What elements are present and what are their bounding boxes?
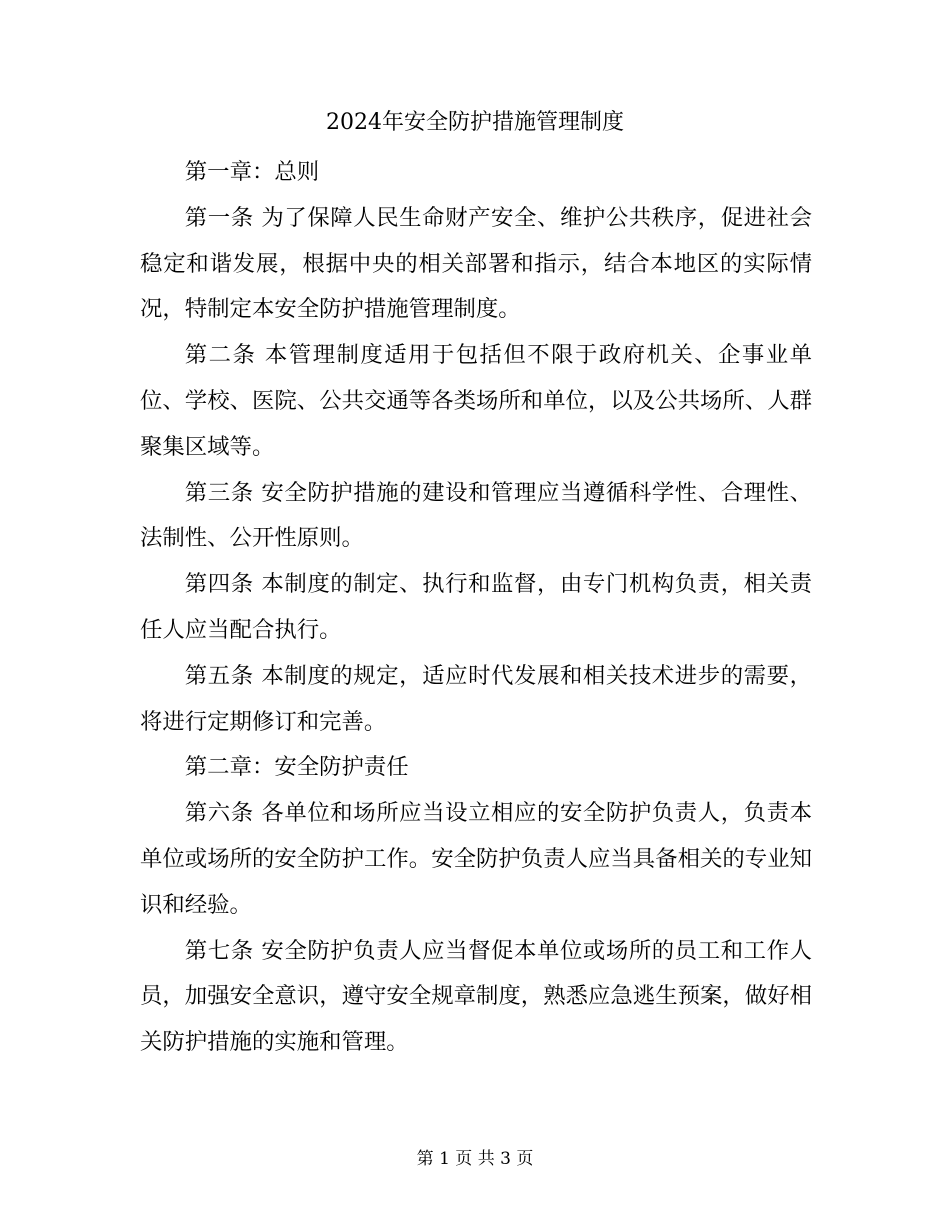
- document-body: [140, 150, 812, 1066]
- article-paragraph: 第三条 安全防护措施的建设和管理应当遵循科学性、合理性、法制性、公开性原则。: [140, 479, 812, 552]
- article-paragraph: 第一条 为了保障人民生命财产安全、维护公共秩序，促进社会稳定和谐发展，根据中央的相关部署和指示，结合本地区的实际情况，特制定本安全防护措施管理制度。: [140, 204, 812, 323]
- page-number-footer: 第 1 页 共 3 页: [416, 1149, 534, 1169]
- article-paragraph: 第七条 安全防护负责人应当督促本单位或场所的员工和工作人员，加强安全意识，遵守安全规章制度，熟悉应急逃生预案，做好相关防护措施的实施和管理。: [140, 937, 812, 1056]
- article-paragraph: 第五条 本制度的规定，适应时代发展和相关技术进步的需要，将进行定期修订和完善。: [140, 662, 812, 735]
- article-paragraph: 第六条 各单位和场所应当设立相应的安全防护负责人，负责本单位或场所的安全防护工作。安全防护负责人应当具备相关的专业知识和经验。: [140, 800, 812, 918]
- document-title: 2024年安全防护措施管理制度: [326, 110, 624, 135]
- article-paragraph: 第二条 本管理制度适用于包括但不限于政府机关、企事业单位、学校、医院、公共交通等各类场所和单位，以及公共场所、人群聚集区域等。: [140, 342, 812, 460]
- article-paragraph: 第四条 本制度的制定、执行和监督，由专门机构负责，相关责任人应当配合执行。: [140, 571, 812, 643]
- chapter-heading: 第一章：总则: [184, 159, 320, 185]
- chapter-heading: 第二章：安全防护责任: [184, 754, 409, 781]
